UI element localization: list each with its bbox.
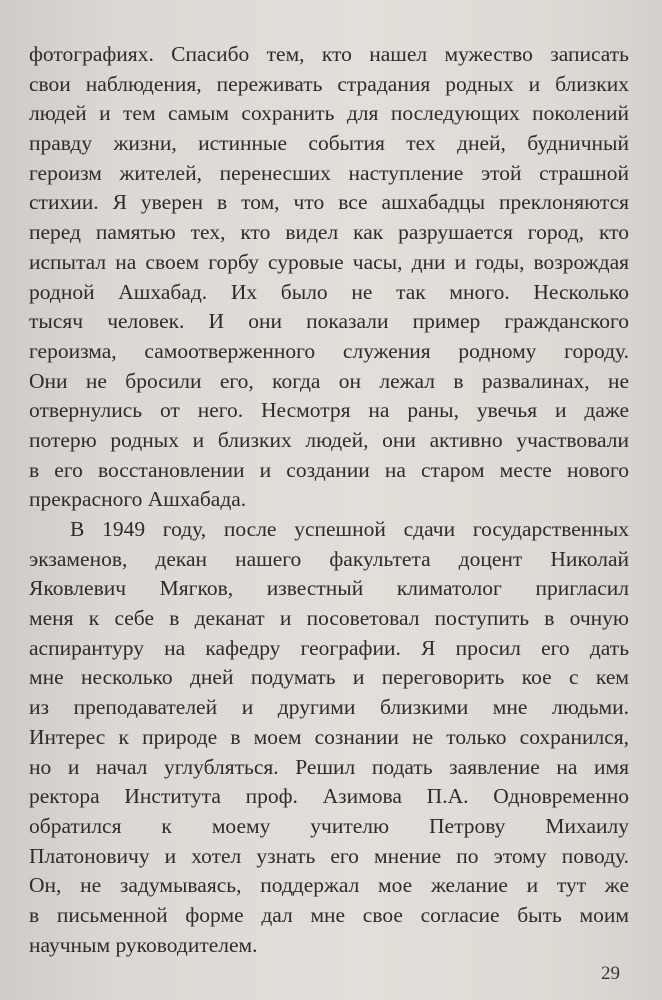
text-line: из преподавателей и другими близкими мне людьми.: [29, 695, 629, 720]
text-line: Платоновичу и хотел узнать его мнение по этому поводу.: [29, 843, 629, 868]
text-line: в его восстановлении и создании на старом месте нового: [29, 457, 629, 482]
text-line: аспирантуру на кафедру географии. Я просил его дать: [29, 635, 629, 660]
text-line: ректора Института проф. Азимова П.А. Одновременно: [29, 784, 629, 809]
text-line: фотографиях. Спасибо тем, кто нашел мужество записать: [29, 42, 629, 66]
text-line: Он, не задумываясь, поддержал мое желание и тут же: [29, 873, 629, 898]
text-line: обратился к моему учителю Петрову Михаилу: [29, 813, 629, 838]
text-line: Яковлевич Мягков, известный климатолог пригласил: [29, 576, 629, 601]
text-line: отвернулись от него. Несмотря на раны, увечья и даже: [29, 398, 629, 423]
page-number: 29: [601, 963, 620, 984]
text-line: Они не бросили его, когда он лежал в развалинах, не: [29, 368, 629, 393]
text-line: героизма, самоотверженного служения родному городу.: [29, 338, 629, 363]
paragraph: [29, 40, 629, 515]
text-line: экзаменов, декан нашего факультета доцент Николай: [29, 546, 629, 571]
text-line: тысяч человек. И они показали пример гражданского: [29, 309, 629, 334]
text-line: потерю родных и близких людей, они активно участвовали: [29, 427, 629, 452]
text-line: В 1949 году, после успешной сдачи государственных: [70, 517, 629, 541]
text-line: в письменной форме дал мне свое согласие быть моим: [29, 902, 629, 927]
text-line: правду жизни, истинные события тех дней, будничный: [29, 131, 629, 156]
text-line: но и начал углубляться. Решил подать заявление на имя: [29, 754, 629, 779]
text-line: людей и тем самым сохранить для последующих поколений: [29, 101, 629, 126]
body-text: [29, 40, 629, 960]
text-line: родной Ашхабад. Их было не так много. Несколько: [29, 279, 629, 304]
text-line: стихии. Я уверен в том, что все ашхабадцы преклоняются: [29, 190, 629, 215]
text-line: героизм жителей, перенесших наступление этой страшной: [29, 160, 629, 185]
text-line: меня к себе в деканат и посоветовал поступить в очную: [29, 606, 629, 631]
text-line: испытал на своем горбу суровые часы, дни и годы, возрождая: [29, 249, 629, 274]
text-line: свои наблюдения, переживать страдания родных и близких: [29, 71, 629, 96]
text-line: перед памятью тех, кто видел как разрушается город, кто: [29, 220, 629, 245]
text-line: научным руководителем.: [29, 932, 258, 957]
paragraph: [29, 515, 629, 960]
text-line: мне несколько дней подумать и переговорить кое с кем: [29, 665, 629, 690]
text-line: Интерес к природе в моем сознании не только сохранился,: [29, 724, 629, 749]
text-line: прекрасного Ашхабада.: [29, 487, 247, 512]
